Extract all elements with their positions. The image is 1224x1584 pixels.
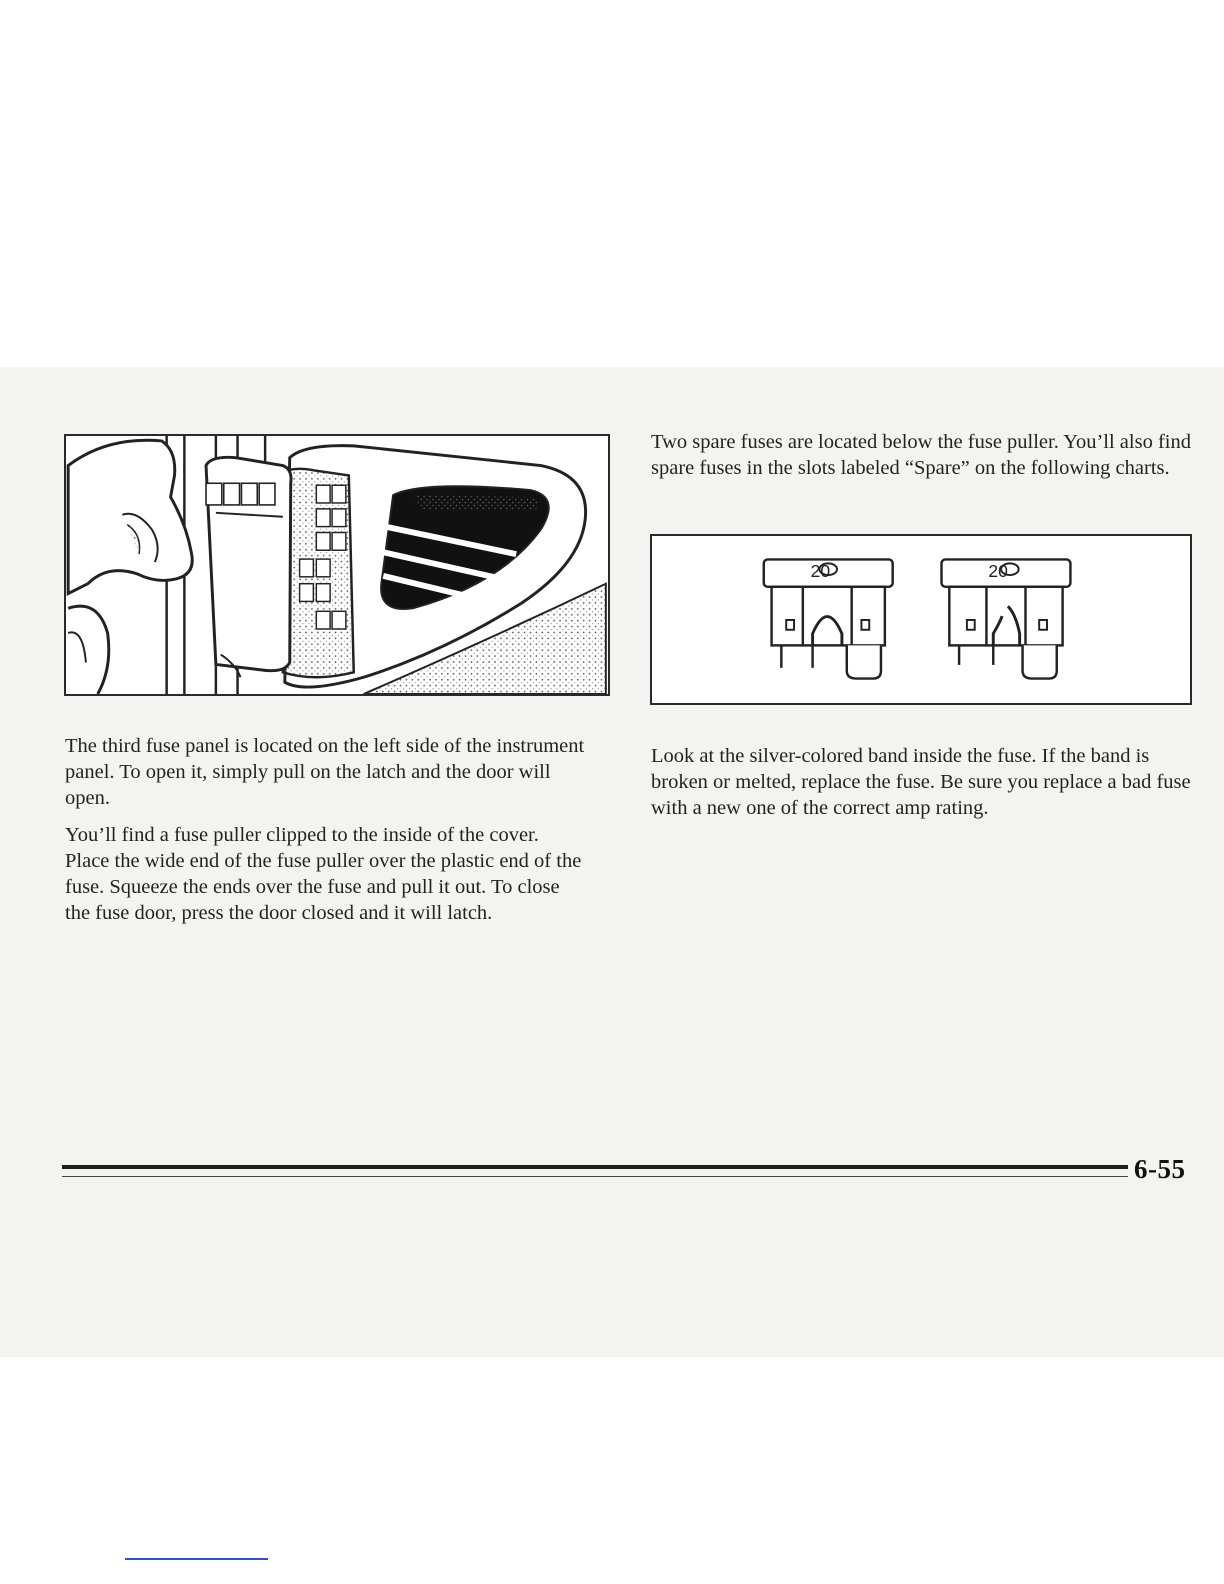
paragraph-fuse-puller: You’ll find a fuse puller clipped to the inside of the cover. Place the wide end of the fuse puller over the plastic end of the fuse. Squeeze the ends over the fuse and pull it out. To close the fuse door, press the door closed and it will latch. bbox=[65, 824, 582, 924]
paragraph-spare-fuses: Two spare fuses are located below the fuse puller. You’ll also find spare fuses in the slots labeled “Spare” on the following charts. bbox=[651, 431, 1191, 479]
blown-fuse-rating: 20 bbox=[988, 561, 1008, 582]
fuse-comparison-drawing bbox=[652, 536, 1190, 703]
fuse-panel-drawing bbox=[66, 436, 608, 694]
fuse-panel-illustration bbox=[64, 434, 610, 696]
footer-rule-thick bbox=[62, 1165, 1128, 1169]
footer-rule-thin bbox=[62, 1176, 1128, 1177]
paragraph-silver-band: Look at the silver-colored band inside the fuse. If the band is broken or melted, replace the fuse. Be sure you replace a bad fuse with a new one of the correct amp rating. bbox=[651, 745, 1191, 819]
fuse-comparison-illustration bbox=[650, 534, 1192, 705]
page-number: 6-55 bbox=[1134, 1154, 1186, 1184]
paragraph-fuse-panel-location: The third fuse panel is located on the left side of the instrument panel. To open it, simply pull on the latch and the door will open. bbox=[65, 735, 585, 809]
link-underline[interactable] bbox=[125, 1558, 268, 1560]
good-fuse-rating: 20 bbox=[810, 561, 831, 582]
